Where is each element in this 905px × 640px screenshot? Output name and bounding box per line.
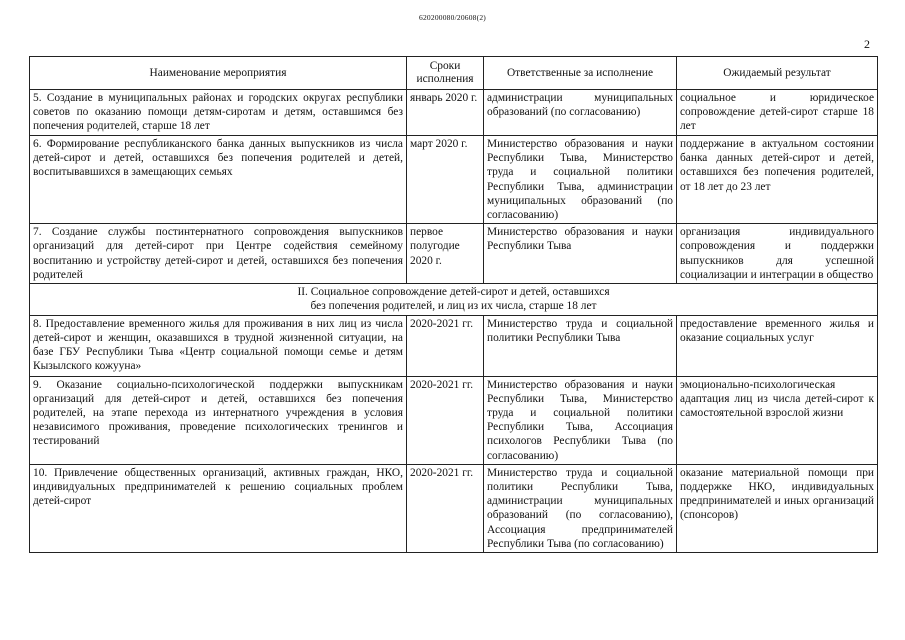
- activity-cell: 8. Предоставление временного жилья для проживания в них лиц из числа детей-сирот и женщин, оказавшихся в трудной жизненной ситуации, на базе ГБУ Республики Тыва «Центр социальной помощи семье и детям Кызылского кожууна»: [30, 315, 407, 376]
- deadline-cell: 2020-2021 гг.: [407, 464, 484, 552]
- action-plan-table: [29, 56, 878, 553]
- activity-cell: 6. Формирование республиканского банка данных выпускников из числа детей-сирот и детей, оставшихся без попечения родителей и детей, воспитывавшихся в замещающих семьях: [30, 136, 407, 224]
- document-id: 620200080/20608(2): [419, 13, 486, 22]
- deadline-cell: январь 2020 г.: [407, 90, 484, 136]
- header-deadline: Сроки исполнения: [407, 57, 484, 90]
- table-header-row: [30, 57, 878, 90]
- table-row: [30, 224, 878, 284]
- result-cell: предоставление временного жилья и оказание социальных услуг: [677, 315, 878, 376]
- responsible-cell: Министерство образования и науки Республики Тыва, Министерство труда и социальной политики Республики Тыва, Ассоциация психологов Республики Тыва (по согласованию): [484, 376, 677, 464]
- section-title-line-1: II. Социальное сопровождение детей-сирот и детей, оставшихся: [297, 286, 610, 299]
- result-cell: социальное и юридическое сопровождение детей-сирот старше 18 лет: [677, 90, 878, 136]
- activity-cell: 5. Создание в муниципальных районах и городских округах республики советов по оказанию помощи детям-сиротам и детям, оставшимся без попечения родителей, старше 18 лет: [30, 90, 407, 136]
- responsible-cell: администрации муниципальных образований (по согласованию): [484, 90, 677, 136]
- table-row: [30, 376, 878, 464]
- result-cell: поддержание в актуальном состоянии банка данных детей-сирот и детей, оставшихся без попечения родителей, от 18 лет до 23 лет: [677, 136, 878, 224]
- activity-cell: 9. Оказание социально-психологической поддержки выпускникам организаций для детей-сирот и детей, оставшихся без попечения родителей, на этапе перехода из интернатного учреждения в условия независимого проживания, проведение психологических тренингов и тестирований: [30, 376, 407, 464]
- responsible-cell: Министерство образования и науки Республики Тыва, Министерство труда и социальной политики Республики Тыва, администрации муниципальных образований (по согласованию): [484, 136, 677, 224]
- table-row: [30, 315, 878, 376]
- result-cell: эмоционально-психологическая адаптация лиц из числа детей-сирот к самостоятельной взрослой жизни: [677, 376, 878, 464]
- header-responsible: Ответственные за исполнение: [484, 57, 677, 90]
- result-cell: оказание материальной помощи при поддержке НКО, индивидуальных предпринимателей и иных организаций (спонсоров): [677, 464, 878, 552]
- activity-cell: 10. Привлечение общественных организаций, активных граждан, НКО, индивидуальных предпринимателей к решению социальных проблем детей-сирот: [30, 464, 407, 552]
- activity-cell: 7. Создание службы постинтернатного сопровождения выпускников организаций для детей-сирот при Центре содействия семейному воспитанию и устройству детей-сирот и детей, оставшихся без попечения родителей: [30, 224, 407, 284]
- section-header-row: [30, 284, 878, 315]
- responsible-cell: Министерство труда и социальной политики Республики Тыва, администрации муниципальных образований (по согласованию), Ассоциация предпринимателей Республики Тыва (по согласованию): [484, 464, 677, 552]
- deadline-cell: 2020-2021 гг.: [407, 315, 484, 376]
- deadline-cell: первое полугодие 2020 г.: [407, 224, 484, 284]
- deadline-cell: 2020-2021 гг.: [407, 376, 484, 464]
- section-title-line-2: без попечения родителей, и лиц из их числа, старше 18 лет: [310, 300, 597, 313]
- page-number: 2: [864, 37, 870, 51]
- section-title: [30, 284, 878, 315]
- result-cell: организация индивидуального сопровождения и поддержки выпускников для успешной социализации и интеграции в общество: [677, 224, 878, 284]
- header-result: Ожидаемый результат: [677, 57, 878, 90]
- table-row: [30, 90, 878, 136]
- header-activity: Наименование мероприятия: [30, 57, 407, 90]
- deadline-cell: март 2020 г.: [407, 136, 484, 224]
- table-row: [30, 464, 878, 552]
- responsible-cell: Министерство труда и социальной политики Республики Тыва: [484, 315, 677, 376]
- responsible-cell: Министерство образования и науки Республики Тыва: [484, 224, 677, 284]
- table-row: [30, 136, 878, 224]
